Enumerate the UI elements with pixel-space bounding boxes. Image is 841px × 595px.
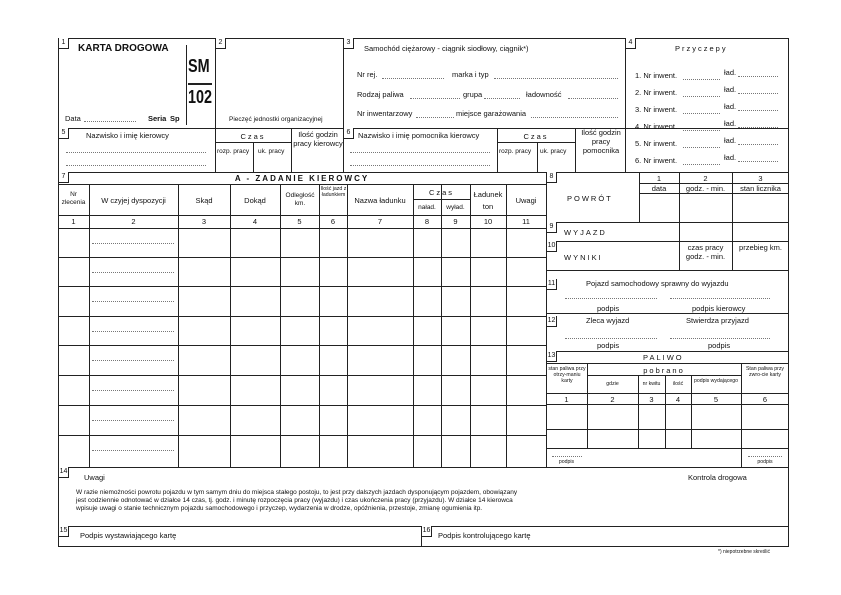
ladownosc-field[interactable]	[568, 98, 618, 99]
sign-field-confirm[interactable]	[670, 338, 770, 339]
vehicle-title: Samochód ciężarowy - ciągnik siodłowy, ciągnik*)	[364, 44, 529, 53]
fuel-sign-field-2[interactable]	[748, 456, 782, 457]
date-field[interactable]	[84, 121, 136, 122]
nr-rej-field[interactable]	[382, 78, 444, 79]
fuel-end-label: Stan paliwa przy zwro-cie karty	[745, 366, 785, 378]
task-col-number-11: 11	[522, 217, 530, 226]
results-time-label: czas pracy godz. - min.	[685, 243, 726, 261]
form-code-sm: SM	[188, 56, 210, 76]
form-frame	[58, 38, 789, 547]
task-row-7-dysp-line[interactable]	[92, 420, 174, 421]
paliwo-field[interactable]	[410, 98, 460, 99]
order-label: Zleca wyjazd	[586, 316, 630, 325]
task-col-number-9: 9	[453, 217, 458, 226]
task-row-6-dysp-line[interactable]	[92, 390, 174, 391]
results-title: WYNIKI	[564, 253, 603, 262]
fuel-col-2: 2	[610, 395, 615, 404]
return-date-label: data	[651, 184, 667, 193]
helper-time-label: Czas	[523, 132, 549, 141]
box-number-8: 8	[547, 172, 557, 183]
box-number-1: 1	[59, 38, 69, 49]
trailer-nr-field-2[interactable]	[683, 96, 720, 97]
stamp-label: Pieczęć jednostki organizacyjnej	[229, 116, 323, 123]
sign-field-1[interactable]	[565, 298, 657, 299]
trailer-label-5: 5. Nr inwent.	[635, 139, 678, 148]
col-odl-header: Odległość km.	[285, 192, 315, 207]
paliwo-label: Rodzaj paliwa	[357, 90, 404, 99]
box-number-9: 9	[547, 222, 557, 233]
grupa-label: grupa	[463, 90, 483, 99]
task-col-number-4: 4	[252, 217, 258, 226]
fuel-col-1: 1	[564, 395, 569, 404]
trailer-lad-field-4[interactable]	[738, 127, 778, 128]
fuel-sign-field-1[interactable]	[552, 456, 582, 457]
trailer-label-6: 6. Nr inwent.	[635, 156, 678, 165]
ladownosc-label: ładowność	[526, 90, 562, 99]
col-dysp-header: W czyjej dyspozycji	[101, 196, 166, 205]
task-row-5-dysp-line[interactable]	[92, 360, 174, 361]
helper-name-field-2[interactable]	[350, 165, 490, 166]
trailer-lad-field-6[interactable]	[738, 161, 778, 162]
footnote: *) niepotrzebne skreślić	[718, 549, 770, 555]
road-control-label: Kontrola drogowa	[688, 473, 747, 482]
sign-label-driver: podpis kierowcy	[692, 304, 746, 313]
trailer-lad-field-2[interactable]	[738, 93, 778, 94]
grupa-field[interactable]	[484, 98, 520, 99]
task-col-number-2: 2	[131, 217, 136, 226]
driver-hours-label: Ilość godzin pracy kierowcy	[293, 130, 343, 148]
return-col-1: 1	[656, 174, 662, 183]
col-wylad-header: wyład.	[446, 204, 465, 211]
fuel-sign-label-1: podpis	[558, 459, 575, 465]
garaz-field[interactable]	[531, 117, 618, 118]
box-number-14: 14	[59, 467, 69, 478]
trailers-title: Przyczepy	[675, 44, 728, 53]
driver-name-label: Nazwisko i imię kierowcy	[86, 131, 169, 140]
trailer-lad-label-3: ład.	[724, 102, 737, 111]
helper-name-label: Nazwisko i imię pomocnika kierowcy	[358, 131, 480, 140]
seria-value: Sp	[170, 114, 180, 123]
fuel-title: PALIWO	[643, 353, 684, 362]
col-ladunek-header: Nazwa ładunku	[354, 196, 406, 205]
card-title: KARTA DROGOWA	[78, 43, 169, 54]
trailer-lad-label-6: ład.	[724, 153, 737, 162]
trailer-nr-field-6[interactable]	[683, 164, 720, 165]
col-dokad-header: Dokąd	[244, 196, 266, 205]
trailer-nr-field-4[interactable]	[683, 130, 720, 131]
box-number-15: 15	[59, 526, 69, 537]
box-number-10: 10	[547, 241, 557, 252]
task-col-number-10: 10	[483, 217, 493, 226]
task-col-number-5: 5	[297, 217, 302, 226]
fuel-col-3: 3	[649, 395, 654, 404]
helper-end-label: uk. pracy	[540, 148, 567, 155]
box-number-16: 16	[422, 526, 432, 537]
remarks-text-2: jest codziennie odnotować w działce 14 czas, tj. godz. i minutę rozpoczęcia pracy (wyjazdu) i czas ukończenia pracy (przyjazdu). W działce 14 kierowca	[76, 497, 513, 504]
box-number-3: 3	[344, 38, 354, 49]
return-title: POWRÓT	[567, 194, 613, 203]
col-czas-header: Czas	[428, 188, 455, 197]
driver-end-label: uk. pracy	[258, 148, 285, 155]
fuel-col-5: 5	[713, 395, 719, 404]
col-ton-header: Ładunek ton	[473, 190, 503, 211]
task-col-number-1: 1	[71, 217, 76, 226]
fuel-taken-label: pobrano	[643, 366, 685, 375]
task-row-4-dysp-line[interactable]	[92, 331, 174, 332]
task-col-number-6: 6	[330, 217, 336, 226]
issuer-sign-label: Podpis wystawiającego kartę	[80, 531, 177, 540]
box-number-13: 13	[547, 351, 557, 362]
trailer-nr-field-1[interactable]	[683, 79, 720, 80]
helper-name-field[interactable]	[350, 152, 490, 153]
task-title: A - ZADANIE KIEROWCY	[234, 174, 370, 183]
helper-start-label: rozp. pracy	[499, 148, 532, 155]
helper-hours-label: Ilość godzin pracy pomocnika	[581, 128, 621, 155]
trailer-lad-field-1[interactable]	[738, 76, 778, 77]
box-number-7: 7	[59, 172, 69, 183]
sign-label-confirm: podpis	[708, 341, 731, 350]
box-number-2: 2	[216, 38, 226, 49]
trailer-label-1: 1. Nr inwent.	[635, 71, 678, 80]
fuel-receipt-label: nr kwitu	[642, 381, 661, 387]
fuel-where-label: gdzie	[606, 381, 619, 387]
return-col-3: 3	[758, 174, 763, 183]
col-skad-header: Skąd	[195, 196, 213, 205]
sign-field-order[interactable]	[565, 338, 657, 339]
trailer-nr-field-3[interactable]	[683, 113, 720, 114]
trailer-label-3: 3. Nr inwent.	[635, 105, 678, 114]
return-counter-label: stan licznika	[740, 184, 781, 193]
return-time-label: godz. - min.	[685, 184, 726, 193]
trailer-nr-field-5[interactable]	[683, 147, 720, 148]
task-col-number-8: 8	[424, 217, 430, 226]
task-row-2-dysp-line[interactable]	[92, 272, 174, 273]
box-number-5: 5	[59, 128, 69, 139]
sign-field-driver[interactable]	[670, 298, 770, 299]
trailer-lad-label-1: ład.	[724, 68, 737, 77]
box-number-12: 12	[547, 316, 557, 327]
task-row-1-dysp-line[interactable]	[92, 243, 174, 244]
task-row-3-dysp-line[interactable]	[92, 301, 174, 302]
task-col-number-3: 3	[201, 217, 207, 226]
fuel-col-4: 4	[675, 395, 681, 404]
nr-inw-label: Nr inwentarzowy	[357, 109, 413, 118]
sign-label-order: podpis	[597, 341, 620, 350]
trailer-lad-field-3[interactable]	[738, 110, 778, 111]
driver-time-label: Czas	[240, 132, 266, 141]
trailer-lad-field-5[interactable]	[738, 144, 778, 145]
results-km-label: przebieg km.	[739, 243, 782, 252]
confirm-label: Stwierdza przyjazd	[686, 316, 749, 325]
remarks-text-1: W razie niemożności powrotu pojazdu w tym samym dniu do miejsca stałego postoju, to jest przy dalszych jazdach dysponującym pojazdem, obowiązany	[76, 489, 518, 496]
trailer-label-4: 4. Nr inwent.	[635, 122, 678, 131]
controller-sign-label: Podpis kontrolującego kartę	[438, 531, 531, 540]
fuel-start-label: stan paliwa przy otrzy-maniu karty	[548, 366, 586, 384]
trailer-label-2: 2. Nr inwent.	[635, 88, 678, 97]
col-jazd-header: Ilość jazd z ładunkiem	[320, 186, 347, 198]
col-nr-header: Nr zlecenia	[61, 191, 86, 206]
fuel-sign-label-2: podpis	[757, 459, 773, 465]
marka-label: marka i typ	[452, 70, 489, 79]
fuel-amount-label: ilość	[672, 381, 684, 387]
box-number-6: 6	[344, 128, 354, 139]
departure-title: WYJAZD	[564, 228, 607, 237]
trailer-lad-label-4: ład.	[724, 119, 737, 128]
box-number-11: 11	[547, 279, 557, 290]
task-row-8-dysp-line[interactable]	[92, 450, 174, 451]
date-label: Data	[65, 114, 81, 123]
col-nalad-header: naład.	[418, 204, 436, 211]
driver-name-field-2[interactable]	[66, 165, 206, 166]
form-code-number: 102	[188, 87, 213, 107]
remarks-text-3: wpisuje uwagi o stanie technicznym pojazdu samochodowego i przyczep, wydarzenia w drodze, opóźnienia, przestoje, zmianę ogumienia itp.	[76, 505, 483, 512]
return-col-2: 2	[703, 174, 708, 183]
vehicle-ok-label: Pojazd samochodowy sprawny do wyjazdu	[586, 279, 729, 288]
fuel-issuer-label: podpis wydającego	[693, 378, 739, 384]
col-uwagi-header: Uwagi	[515, 196, 537, 205]
trailer-lad-label-2: ład.	[724, 85, 737, 94]
marka-field[interactable]	[494, 78, 618, 79]
nr-inw-field[interactable]	[416, 117, 454, 118]
remarks-label: Uwagi	[84, 473, 105, 482]
task-col-number-7: 7	[377, 217, 383, 226]
driver-name-field[interactable]	[66, 152, 206, 153]
nr-rej-label: Nr rej.	[357, 70, 378, 79]
garaz-label: miejsce garażowania	[456, 109, 527, 118]
sign-label-1: podpis	[597, 304, 620, 313]
box-number-4: 4	[626, 38, 636, 49]
fuel-col-6: 6	[762, 395, 768, 404]
seria-label: Seria	[148, 114, 167, 123]
driver-start-label: rozp. pracy	[217, 148, 250, 155]
trailer-lad-label-5: ład.	[724, 136, 737, 145]
